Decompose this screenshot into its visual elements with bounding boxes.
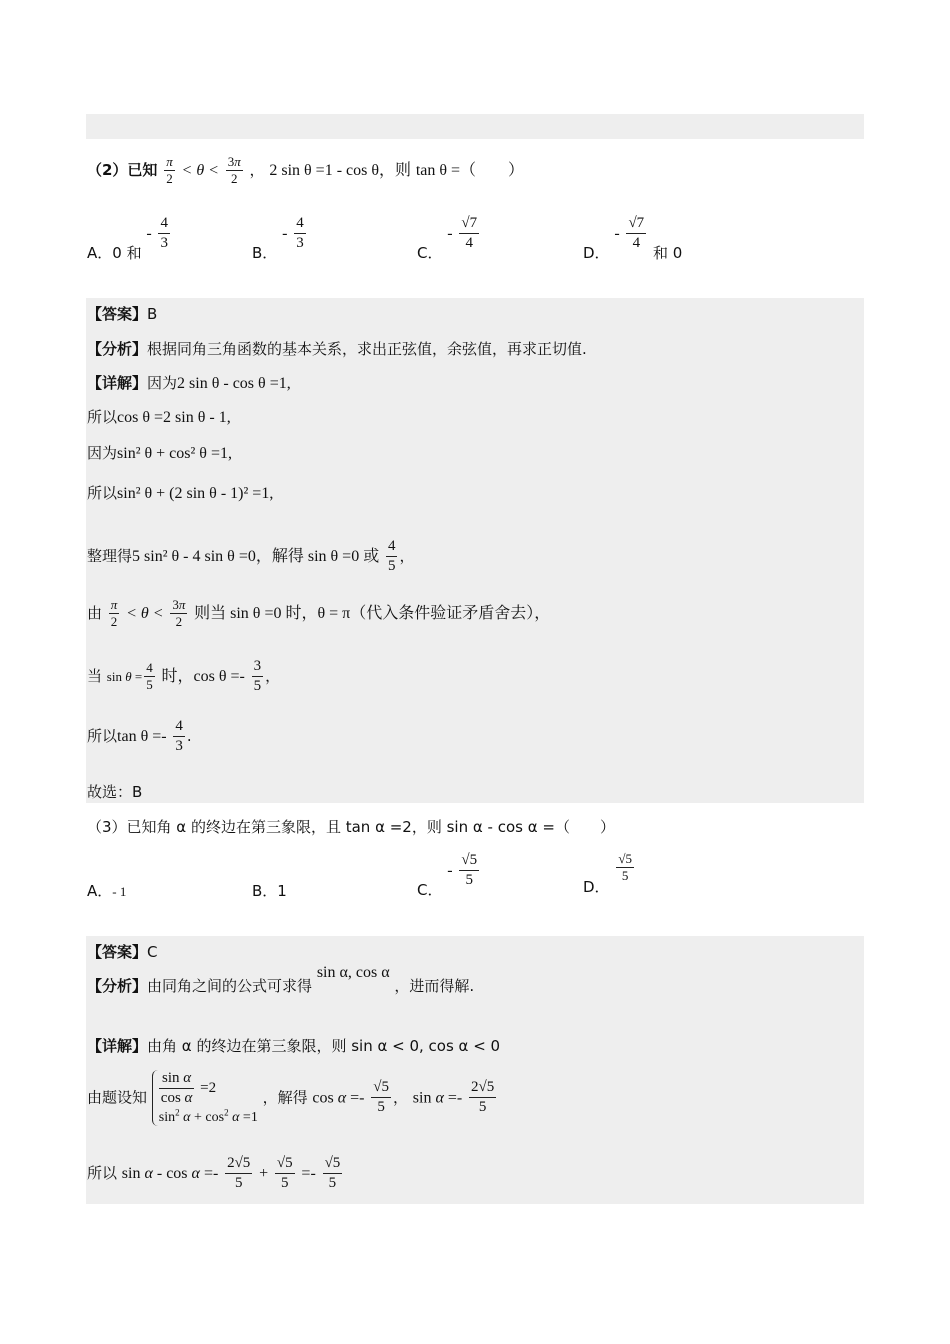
a2-l8-frac: $\frac{4}{3}$ <box>175 718 183 754</box>
q2-option-c-frac: $\frac{√7}{4}$ <box>461 215 478 251</box>
a2-l7-text: 当 <box>87 667 103 685</box>
a3-analysis-math: sin α, cos α <box>316 964 390 981</box>
q2-cond-ineq: < θ < <box>181 162 219 179</box>
q2-option-d-suffix: 和 0 <box>652 244 683 262</box>
q2-option-b-frac: $\frac{4}{3}$ <box>296 215 304 251</box>
a2-detail-8: 所以tan θ =- $\frac{4}{3}$ . <box>87 718 192 754</box>
q3-option-c-sign: - <box>447 862 453 879</box>
a3-d1-text: 由角 α 的终边在第三象限，则 sin α < 0, cos α < 0 <box>147 1037 501 1055</box>
q2-option-a-frac: $\frac{4}{3}$ <box>160 215 168 251</box>
q2-option-b[interactable] <box>252 215 308 262</box>
a2-l3-text: 因为 <box>87 444 118 462</box>
q2-option-c-sign: - <box>447 225 453 242</box>
a2-l8-math: tan θ =- <box>117 728 167 745</box>
a2-detail-6 <box>87 598 550 629</box>
q3-option-a[interactable] <box>87 880 126 901</box>
q3-option-c-label: C． <box>417 881 443 899</box>
a3-cos-frac: $\frac{√5}{5}$ <box>373 1079 390 1116</box>
q2-question: tan θ =（ ） <box>415 162 525 179</box>
a2-l6-mid: 则当 sin θ =0 时，θ = π（代入条件验证矛盾舍去）， <box>194 605 551 622</box>
a3-result-frac3: $\frac{√5}{5}$ <box>324 1155 341 1191</box>
a2-l2-math: cos θ =2 sin θ - 1, <box>117 409 231 426</box>
q2-option-d[interactable] <box>583 215 683 262</box>
a2-choose: 故选：B <box>87 783 143 801</box>
q2-option-a-label: A．0 和 <box>87 244 142 262</box>
a3-analysis-label: 【分析】 <box>87 977 148 995</box>
q2-option-a-sign: - <box>146 225 152 242</box>
a2-l4-text: 所以 <box>87 484 118 502</box>
a2-l6-text: 由 <box>87 604 103 622</box>
a3-analysis-pre: 由同角之间的公式可求得 <box>147 977 313 995</box>
q2-prefix: （2）已知 <box>87 161 158 179</box>
a3-detail-2: 由题设知 $\frac{\text{sin α}}{\text{cos α}}$ =2 $\sin^2 \alpha + \cos^2 \alpha =1$ ，解得 cos α =- $\frac{√5}{5}$ ， sin α =- $\frac{2√5}{5}$ <box>87 1070 495 1125</box>
top-shade-bar <box>86 114 864 139</box>
a2-answer-value: B <box>147 305 158 323</box>
a2-l1-text: 因为 <box>147 374 178 392</box>
a2-l7-mid: 时，cos θ =- <box>161 668 245 685</box>
q2-stem: （2）已知 $\frac{\pi}{2}$ < θ < $\frac{3\pi}{2}$ ， 2 sin θ =1 - cos θ，则 tan θ =（ ） <box>87 154 525 186</box>
a2-analysis-label: 【分析】 <box>87 340 148 358</box>
q3-stem <box>87 816 615 837</box>
q2-option-b-label: B． <box>252 244 278 262</box>
a2-l5-math: 5 sin² θ - 4 sin θ =0，解得 sin θ =0 或 <box>132 548 380 565</box>
a3-d3-text: 所以 <box>87 1164 118 1182</box>
q3-option-a-label: A． <box>87 882 113 900</box>
q2-option-d-label: D． <box>583 244 610 262</box>
q3-option-d-frac: $\frac{√5}{5}$ <box>618 851 632 883</box>
a2-l1-math: 2 sin θ - cos θ =1, <box>177 375 291 392</box>
a3-analysis <box>87 964 475 996</box>
a3-analysis-post: ，进而得解. <box>394 977 475 995</box>
a3-answer-value: C <box>147 943 158 961</box>
a2-detail-4 <box>87 482 273 503</box>
q3-option-d[interactable] <box>583 851 636 896</box>
a2-answer <box>87 303 157 324</box>
a2-l2-text: 所以 <box>87 408 118 426</box>
a2-detail-5: 整理得5 sin² θ - 4 sin θ =0，解得 sin θ =0 或 $\frac{4}{5}$ ， <box>87 538 415 574</box>
q3-option-c-frac: $\frac{√5}{5}$ <box>461 852 478 888</box>
a2-l8-text: 所以 <box>87 727 118 745</box>
a2-l5-text: 整理得 <box>87 547 133 565</box>
q2-cond-frac1: $\frac{\pi}{2}$ <box>166 154 173 186</box>
a3-answer <box>87 941 158 962</box>
a3-detail-3: 所以 sin α - cos α =- $\frac{2√5}{5}$ + $\frac{√5}{5}$ =- $\frac{√5}{5}$ <box>87 1155 341 1191</box>
a3-answer-label: 【答案】 <box>87 943 148 961</box>
a2-analysis <box>87 338 587 359</box>
q2-cond-frac2: $\frac{3\pi}{2}$ <box>227 154 241 186</box>
a2-l5-frac: $\frac{4}{5}$ <box>387 538 396 574</box>
a3-detail-label: 【详解】 <box>87 1037 148 1055</box>
a2-l7-frac2: $\frac{3}{5}$ <box>253 658 262 694</box>
q3-option-b-label: B． <box>252 882 278 900</box>
q2-condition: 2 sin θ =1 - cos θ，则 <box>269 162 412 179</box>
a2-l6-ineq: < θ < <box>126 605 164 622</box>
q2-option-b-sign: - <box>282 225 288 242</box>
a3-result-frac2: $\frac{√5}{5}$ <box>276 1155 293 1191</box>
a2-detail-3 <box>87 442 232 463</box>
q2-option-a[interactable] <box>87 215 172 262</box>
a3-result-frac1: $\frac{2√5}{5}$ <box>227 1155 251 1191</box>
a3-d2-text: 由题设知 <box>87 1088 148 1107</box>
q3-stem-text: （3）已知角 α 的终边在第三象限，且 tan α =2，则 sin α - cos α =（ ） <box>87 818 615 836</box>
a3-detail-1 <box>87 1035 500 1056</box>
a3-sin-frac: $\frac{2√5}{5}$ <box>471 1079 495 1116</box>
a3-system-brace: $\frac{\text{sin α}}{\text{cos α}}$ =2 $\sin^2 \alpha + \cos^2 \alpha =1$ <box>152 1070 258 1126</box>
a2-detail-2 <box>87 406 231 427</box>
q2-option-d-frac: $\frac{√7}{4}$ <box>628 215 645 251</box>
q3-option-b[interactable] <box>252 880 287 901</box>
a2-l6-frac2: $\frac{3\pi}{2}$ <box>172 597 186 629</box>
q3-option-a-value: - 1 <box>112 884 127 899</box>
q3-option-c[interactable] <box>417 852 481 899</box>
a2-l6-frac1: $\frac{\pi}{2}$ <box>110 597 118 629</box>
q2-option-d-sign: - <box>614 225 620 242</box>
a2-l4-math: sin² θ + (2 sin θ - 1)² =1, <box>117 485 274 502</box>
q3-option-b-value: 1 <box>277 882 287 900</box>
a2-answer-label: 【答案】 <box>87 305 148 323</box>
q2-option-c[interactable] <box>417 215 481 262</box>
a2-detail-1 <box>87 372 291 393</box>
a3-d2-solve: ，解得 <box>262 1088 308 1107</box>
a2-detail-7: 当 sin θ = $\frac{4}{5}$ 时，cos θ =- $\frac{3}{5}$ ， <box>87 658 281 694</box>
a2-analysis-text: 根据同角三角函数的基本关系，求出正弦值，余弦值，再求正切值. <box>147 340 587 358</box>
a2-l3-math: sin² θ + cos² θ =1, <box>117 445 232 462</box>
q3-option-d-label: D． <box>583 878 610 896</box>
a2-l7-frac1: $\frac{4}{5}$ <box>146 660 153 692</box>
a2-detail-label: 【详解】 <box>87 374 148 392</box>
q2-option-c-label: C． <box>417 244 443 262</box>
